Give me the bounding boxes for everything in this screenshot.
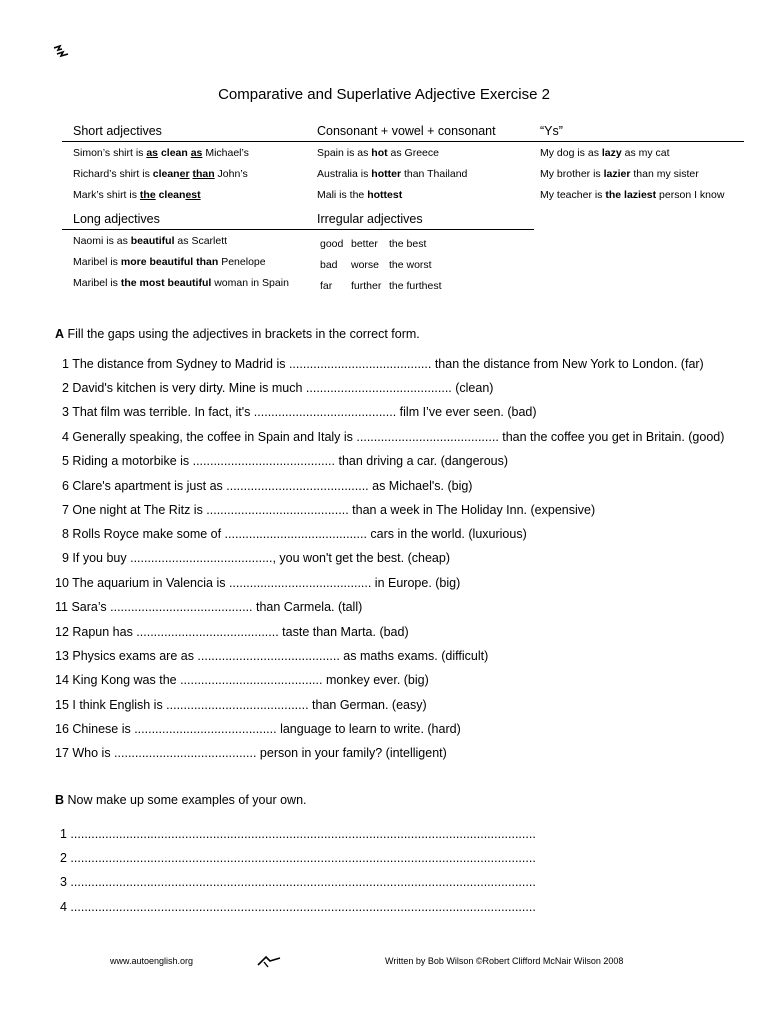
autoenglish-footer-logo-icon: [256, 953, 282, 969]
irregular-row: far: [320, 280, 333, 292]
question-item: 13 Physics exams are as ......................................... as maths exams. (difficult): [55, 649, 489, 663]
question-item: 5 Riding a motorbike is ......................................... than driving a car. (dangerous): [62, 454, 509, 468]
long-example-2: Maribel is more beautiful than Penelope: [73, 256, 266, 268]
question-item: 1 The distance from Sydney to Madrid is ......................................... than the distance from New York to London. (far): [62, 357, 704, 371]
section-a-letter: A: [55, 327, 65, 341]
question-item: 11 Sara’s ......................................... than Carmela. (tall): [55, 600, 363, 614]
long-adjectives-heading: Long adjectives: [73, 212, 160, 226]
cvc-example-2: Australia is hotter than Thailand: [317, 168, 468, 180]
question-item: 15 I think English is ......................................... than German. (easy): [55, 698, 427, 712]
question-item: 17 Who is ......................................... person in your family? (intelligent): [55, 746, 447, 760]
ys-example-1: My dog is as lazy as my cat: [540, 147, 670, 159]
question-item: 14 King Kong was the ......................................... monkey ever. (big): [55, 673, 429, 687]
answer-line: 4 ......................................................................................................................................: [60, 900, 536, 914]
cvc-heading: Consonant + vowel + consonant: [317, 124, 496, 138]
question-item: 6 Clare's apartment is just as ......................................... as Michael's. (big): [62, 479, 473, 493]
ys-example-3: My teacher is the laziest person I know: [540, 189, 725, 201]
irregular-row: worse: [351, 259, 380, 271]
section-b-letter: B: [55, 793, 65, 807]
answer-line: 3 ......................................................................................................................................: [60, 875, 536, 889]
footer-website: www.autoenglish.org: [110, 956, 194, 966]
page-title: Comparative and Superlative Adjective Exercise 2: [218, 86, 550, 103]
irregular-adjectives-heading: Irregular adjectives: [317, 212, 423, 226]
question-item: 16 Chinese is ......................................... language to learn to write. (hard): [55, 722, 461, 736]
lower-header-divider: [62, 229, 534, 230]
cvc-example-3: Mali is the hottest: [317, 189, 403, 201]
irregular-row: better: [351, 238, 378, 250]
footer-credit: Written by Bob Wilson ©Robert Clifford McNair Wilson 2008: [385, 956, 624, 966]
question-item: 3 That film was terrible. In fact, it's ......................................... film I’ve ever seen. (bad): [62, 405, 537, 419]
question-item: 10 The aquarium in Valencia is ......................................... in Europe. (big): [55, 576, 461, 590]
question-item: 4 Generally speaking, the coffee in Spain and Italy is ......................................... than the coffee you get in Britain. (good): [62, 430, 725, 444]
short-example-2: Richard’s shirt is cleaner than John’s: [73, 168, 248, 180]
ys-example-2: My brother is lazier than my sister: [540, 168, 699, 180]
long-example-1: Naomi is as beautiful as Scarlett: [73, 235, 228, 247]
question-item: 9 If you buy ........................................., you won't get the best. (cheap): [62, 551, 450, 565]
section-a-instruction: A Fill the gaps using the adjectives in brackets in the correct form.: [55, 327, 420, 341]
irregular-row: the worst: [389, 259, 432, 271]
irregular-row: further: [351, 280, 382, 292]
cvc-example-1: Spain is as hot as Greece: [317, 147, 439, 159]
short-adjectives-heading: Short adjectives: [73, 124, 162, 138]
short-example-3: Mark’s shirt is the cleanest: [73, 189, 201, 201]
question-item: 2 David's kitchen is very dirty. Mine is much .......................................... (clean): [62, 381, 494, 395]
answer-line: 2 ......................................................................................................................................: [60, 851, 536, 865]
irregular-row: the furthest: [389, 280, 442, 292]
question-item: 12 Rapun has ......................................... taste than Marta. (bad): [55, 625, 409, 639]
question-item: 8 Rolls Royce make some of ......................................... cars in the world. (luxurious): [62, 527, 527, 541]
irregular-row: bad: [320, 259, 338, 271]
long-example-3: Maribel is the most beautiful woman in Spain: [73, 277, 289, 289]
ys-heading: “Ys”: [540, 124, 563, 138]
answer-line: 1 ......................................................................................................................................: [60, 827, 536, 841]
short-example-1: Simon’s shirt is as clean as Michael’s: [73, 147, 249, 159]
section-b-instruction: B Now make up some examples of your own.: [55, 793, 307, 807]
autoenglish-logo-icon: [52, 44, 74, 60]
irregular-row: the best: [389, 238, 427, 250]
question-item: 7 One night at The Ritz is ......................................... than a week in The Holiday Inn. (expensive): [62, 503, 596, 517]
header-divider: [62, 141, 744, 142]
irregular-row: good: [320, 238, 344, 250]
